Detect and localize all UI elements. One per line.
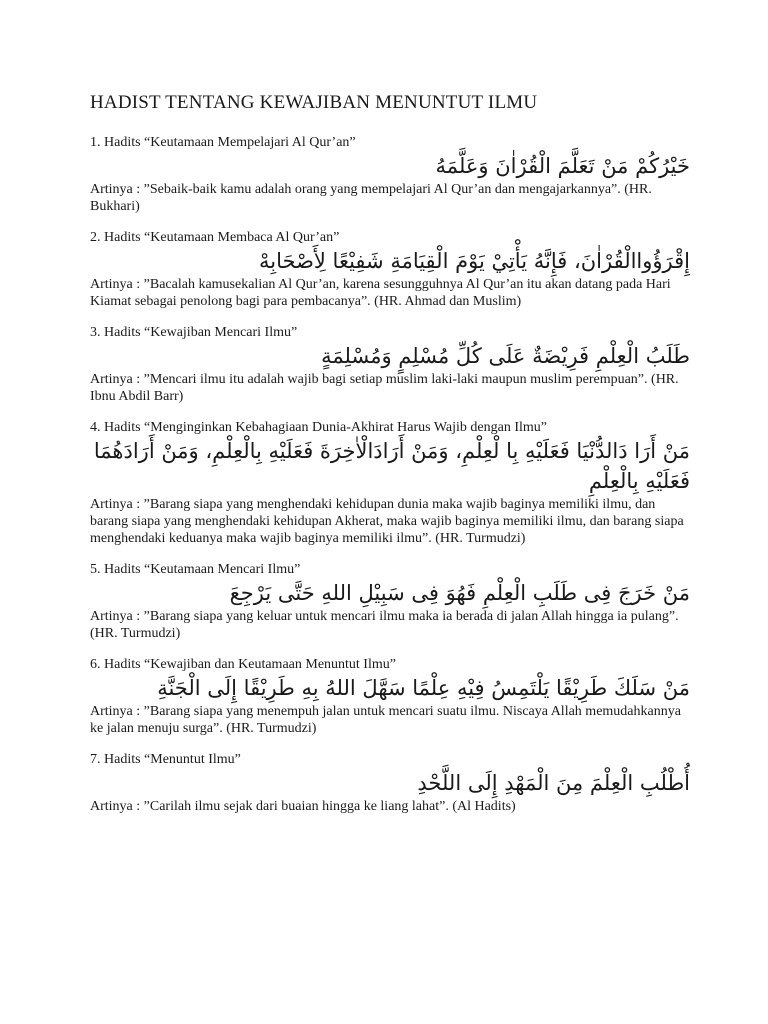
hadith-heading: 2. Hadits “Keutamaan Membaca Al Qur’an” — [90, 230, 340, 245]
hadith-item-6 — [90, 656, 690, 737]
hadith-heading: 4. Hadits “Menginginkan Kebahagiaan Dunia-Akhirat Harus Wajib dengan Ilmu” — [90, 420, 547, 435]
hadith-item-2 — [90, 229, 690, 310]
hadith-arabic-text: خَيْرُكُمْ مَنْ تَعَلَّمَ الْقُرْاٰنَ وَعَلَّمَهُ — [435, 154, 690, 178]
hadith-translation: Artinya : ”Barang siapa yang menempuh jalan untuk mencari suatu ilmu. Niscaya Allah memudahkannya ke jalan menuju surga”. (HR. Turmudzi) — [90, 704, 681, 736]
document-title: HADIST TENTANG KEWAJIBAN MENUNTUT ILMU — [90, 92, 538, 113]
hadith-arabic-text: مَنْ سَلَكَ طَرِيْقًا يَلْتَمِسُ فِيْهِ عِلْمًا سَهَّلَ اللهُ بِهِ طَرِيْقًا إِلَى الْجَنَّةِ — [157, 676, 690, 700]
hadith-heading: 5. Hadits “Keutamaan Mencari Ilmu” — [90, 562, 301, 577]
hadith-item-7 — [90, 751, 690, 815]
hadith-translation: Artinya : ”Mencari ilmu itu adalah wajib bagi setiap muslim laki-laki maupun muslim perempuan”. (HR. Ibnu Abdil Barr) — [90, 372, 679, 404]
hadith-heading: 7. Hadits “Menuntut Ilmu” — [90, 752, 241, 767]
hadith-heading: 6. Hadits “Kewajiban dan Keutamaan Menuntut Ilmu” — [90, 657, 396, 672]
hadith-arabic-text: إِقْرَؤُواالْقُرْاٰنَ، فَإِنَّهُ يَأْتِيْ يَوْمَ الْقِيَامَةِ شَفِيْعًا لِأَصْحَابِهْ — [259, 249, 690, 273]
hadith-item-3 — [90, 324, 690, 405]
hadith-item-5 — [90, 561, 690, 642]
hadith-translation: Artinya : ”Carilah ilmu sejak dari buaian hingga ke liang lahat”. (Al Hadits) — [90, 799, 516, 814]
hadith-translation: Artinya : ”Barang siapa yang menghendaki kehidupan dunia maka wajib baginya memiliki ilmu, dan barang siapa yang menghendaki kehidupan Akherat, maka wajib baginya memiliki ilmu, dan barang siapa menghendaki keduanya maka wajib baginya memiliki ilmu”. (HR. Turmudzi) — [90, 497, 684, 546]
hadith-arabic-text: مَنْ خَرَجَ فِى طَلَبِ الْعِلْمِ فَهُوَ فِى سَبِيْلِ اللهِ حَتَّى يَرْجِعَ — [229, 581, 690, 605]
hadith-translation: Artinya : ”Sebaik-baik kamu adalah orang yang mempelajari Al Qur’an dan mengajarkannya”. (HR. Bukhari) — [90, 182, 652, 214]
hadith-heading: 3. Hadits “Kewajiban Mencari Ilmu” — [90, 325, 298, 340]
hadith-arabic-text: أُطْلُبِ الْعِلْمَ مِنَ الْمَهْدِ إِلَى اللَّحْدِ — [417, 771, 690, 795]
hadith-translation: Artinya : ”Barang siapa yang keluar untuk mencari ilmu maka ia berada di jalan Allah hingga ia pulang”. (HR. Turmudzi) — [90, 609, 679, 641]
document-page — [90, 92, 690, 829]
hadith-item-4 — [90, 419, 690, 547]
hadith-arabic-text: طَلَبُ الْعِلْمِ فَرِيْضَةٌ عَلَى كُلِّ مُسْلِمٍ وَمُسْلِمَةٍ — [321, 344, 690, 368]
hadith-arabic-text: مَنْ أَرَا دَالدُّنْيَا فَعَلَيْهِ بِا لْعِلْمِ، وَمَنْ أَرَادَالْاٰخِرَةَ فَعَلَيْهِ بِالْعِلْمِ، وَمَنْ أَرَادَهُمَا فَعَلَيْهِ بِالْعِلْمِ — [93, 439, 690, 493]
hadith-item-1 — [90, 134, 690, 215]
hadith-translation: Artinya : ”Bacalah kamusekalian Al Qur’an, karena sesungguhnya Al Qur’an itu akan datang pada Hari Kiamat sebagai penolong bagi para pembacanya”. (HR. Ahmad dan Muslim) — [90, 277, 671, 309]
hadith-heading: 1. Hadits “Keutamaan Mempelajari Al Qur’an” — [90, 135, 356, 150]
